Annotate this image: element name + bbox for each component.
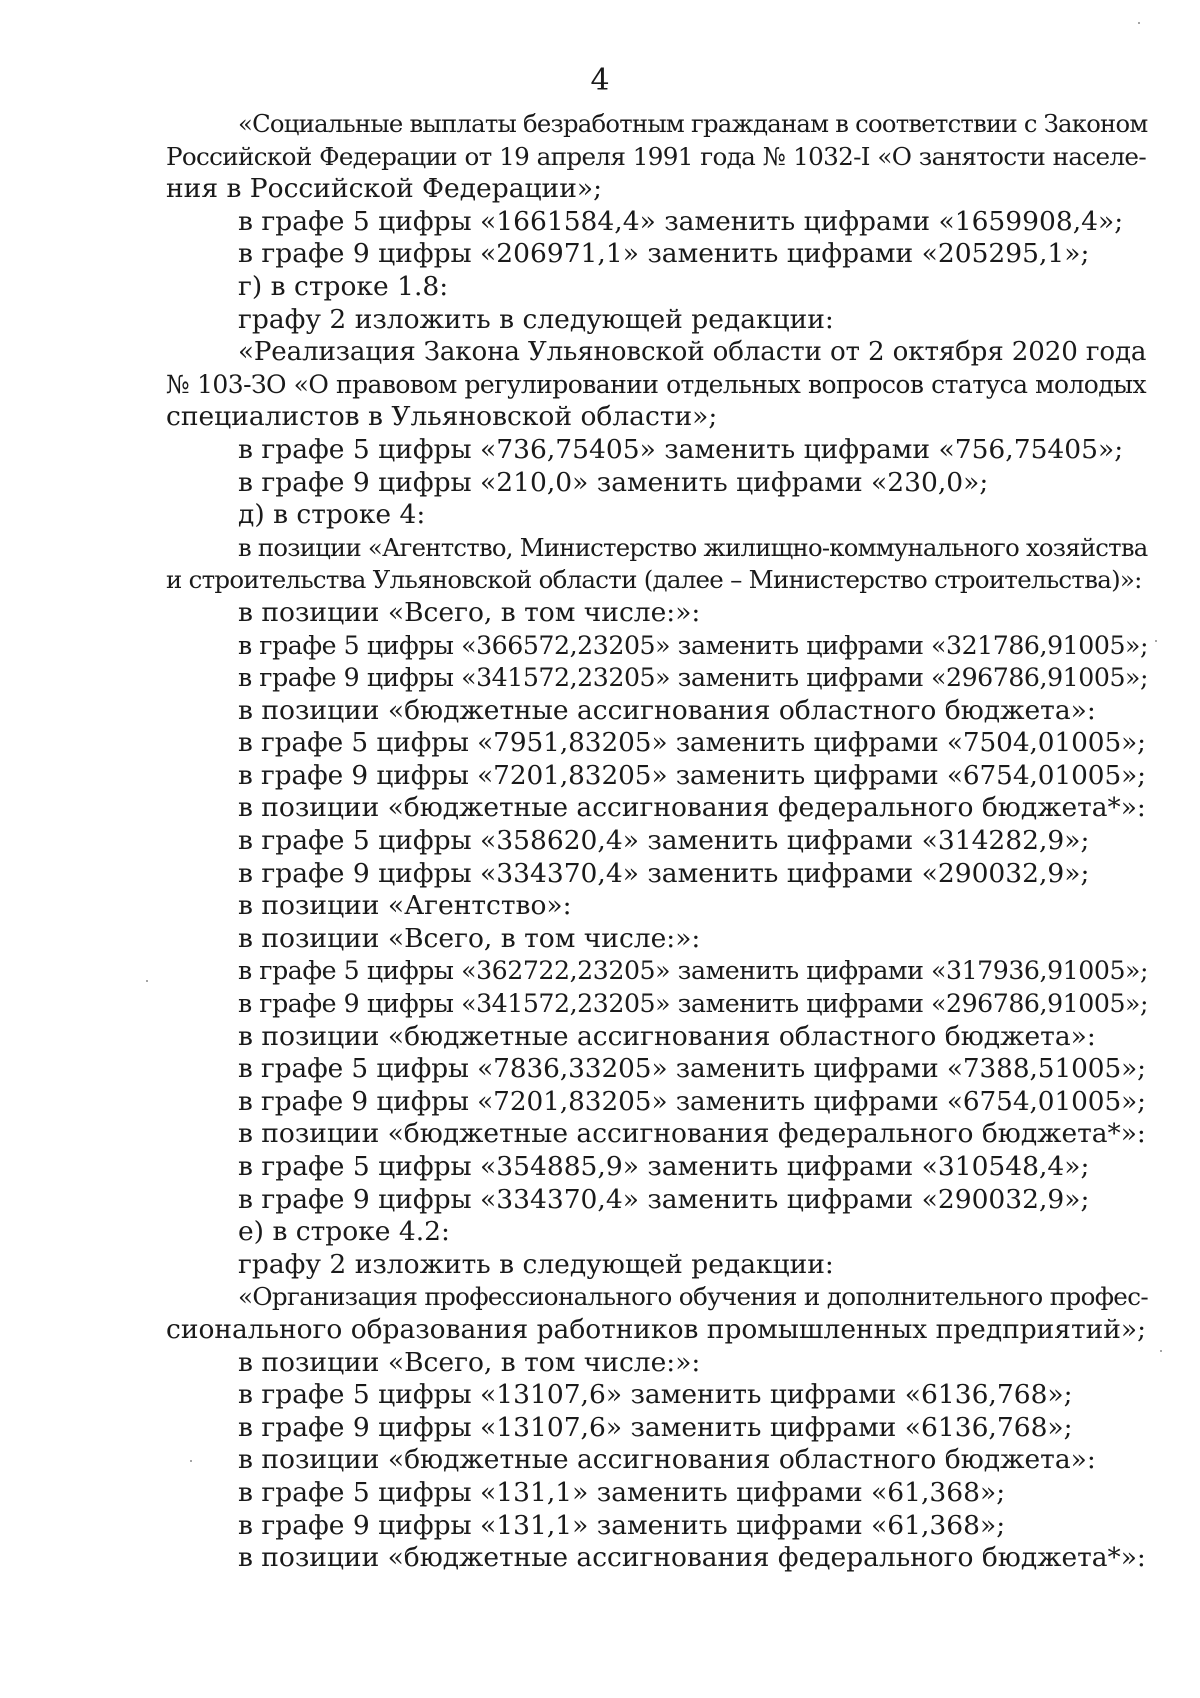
text-line: в графе 5 цифры «362722,23205» заменить цифрами «317936,91005»;: [238, 956, 1149, 986]
scan-speck: [1160, 1350, 1162, 1352]
text-line: в графе 5 цифры «13107,6» заменить цифрами «6136,768»;: [238, 1379, 1073, 1411]
text-line: в графе 5 цифры «1661584,4» заменить цифрами «1659908,4»;: [238, 205, 1124, 237]
text-line: в графе 5 цифры «354885,9» заменить цифрами «310548,4»;: [238, 1151, 1090, 1182]
text-line: в графе 9 цифры «341572,23205» заменить цифрами «296786,91005»;: [238, 663, 1149, 693]
text-line: д) в строке 4:: [238, 499, 426, 531]
text-line: и строительства Ульяновской области (далее – Министерство строительства)»:: [166, 565, 1142, 595]
text-line: в позиции «бюджетные ассигнования федерального бюджета*»:: [238, 792, 1146, 824]
text-line: в позиции «бюджетные ассигнования областного бюджета»:: [238, 694, 1096, 726]
text-line: в позиции «Агентство, Министерство жилищно-коммунального хозяйства: [238, 532, 1148, 562]
text-line: ния в Российской Федерации»;: [166, 173, 602, 205]
text-line: «Социальные выплаты безработным гражданам в соответствии с Законом: [238, 109, 1148, 138]
text-line: графу 2 изложить в следующей редакции:: [238, 303, 834, 335]
text-line: графу 2 изложить в следующей редакции:: [238, 1248, 834, 1280]
text-line: в графе 5 цифры «7951,83205» заменить цифрами «7504,01005»;: [238, 728, 1146, 759]
scan-speck: [1155, 640, 1157, 642]
text-line: в позиции «Всего, в том числе:»:: [238, 1346, 701, 1378]
text-line: в позиции «бюджетные ассигнования областного бюджета»:: [238, 1444, 1096, 1476]
text-line: в графе 9 цифры «13107,6» заменить цифрами «6136,768»;: [238, 1411, 1073, 1443]
text-line: в графе 9 цифры «334370,4» заменить цифрами «290032,9»;: [238, 857, 1090, 889]
scan-speck: [190, 1460, 192, 1462]
text-line: № 103-ЗО «О правовом регулировании отдельных вопросов статуса молодых: [166, 369, 1146, 399]
text-line: в графе 9 цифры «7201,83205» заменить цифрами «6754,01005»;: [238, 760, 1146, 791]
text-line: в графе 9 цифры «131,1» заменить цифрами «61,368»;: [238, 1509, 1006, 1541]
text-line: специалистов в Ульяновской области»;: [166, 401, 718, 433]
text-line: «Реализация Закона Ульяновской области от 2 октября 2020 года: [238, 337, 1147, 368]
text-line: в позиции «бюджетные ассигнования областного бюджета»:: [238, 1020, 1096, 1052]
text-line: в позиции «Всего, в том числе:»:: [238, 922, 701, 954]
text-line: в графе 5 цифры «366572,23205» заменить цифрами «321786,91005»;: [238, 630, 1149, 660]
text-line: в графе 9 цифры «334370,4» заменить цифрами «290032,9»;: [238, 1183, 1090, 1215]
page-number: 4: [590, 63, 610, 98]
text-line: г) в строке 1.8:: [238, 270, 449, 302]
text-line: в графе 5 цифры «358620,4» заменить цифрами «314282,9»;: [238, 825, 1090, 857]
text-line: Российской Федерации от 19 апреля 1991 года № 1032-I «О занятости населе-: [166, 141, 1146, 171]
text-line: в графе 9 цифры «7201,83205» заменить цифрами «6754,01005»;: [238, 1086, 1146, 1117]
text-line: в графе 5 цифры «7836,33205» заменить цифрами «7388,51005»;: [238, 1054, 1146, 1085]
scan-speck: [1138, 22, 1140, 24]
text-line: «Организация профессионального обучения и дополнительного профес-: [238, 1282, 1148, 1312]
text-line: в графе 9 цифры «210,0» заменить цифрами «230,0»;: [238, 466, 989, 498]
text-line: в графе 5 цифры «736,75405» заменить цифрами «756,75405»;: [238, 433, 1124, 465]
text-line: в позиции «Агентство»:: [238, 890, 572, 922]
text-line: в позиции «Всего, в том числе:»:: [238, 596, 701, 628]
text-line: е) в строке 4.2:: [238, 1216, 450, 1248]
text-line: в графе 5 цифры «131,1» заменить цифрами «61,368»;: [238, 1476, 1006, 1508]
text-line: в позиции «бюджетные ассигнования федерального бюджета*»:: [238, 1118, 1146, 1150]
text-line: в графе 9 цифры «206971,1» заменить цифрами «205295,1»;: [238, 238, 1090, 270]
text-line: в графе 9 цифры «341572,23205» заменить цифрами «296786,91005»;: [238, 989, 1149, 1019]
document-body: [166, 108, 1149, 1575]
text-line: сионального образования работников промышленных предприятий»;: [166, 1313, 1146, 1345]
text-line: в позиции «бюджетные ассигнования федерального бюджета*»:: [238, 1542, 1146, 1574]
scan-speck: [146, 980, 148, 982]
